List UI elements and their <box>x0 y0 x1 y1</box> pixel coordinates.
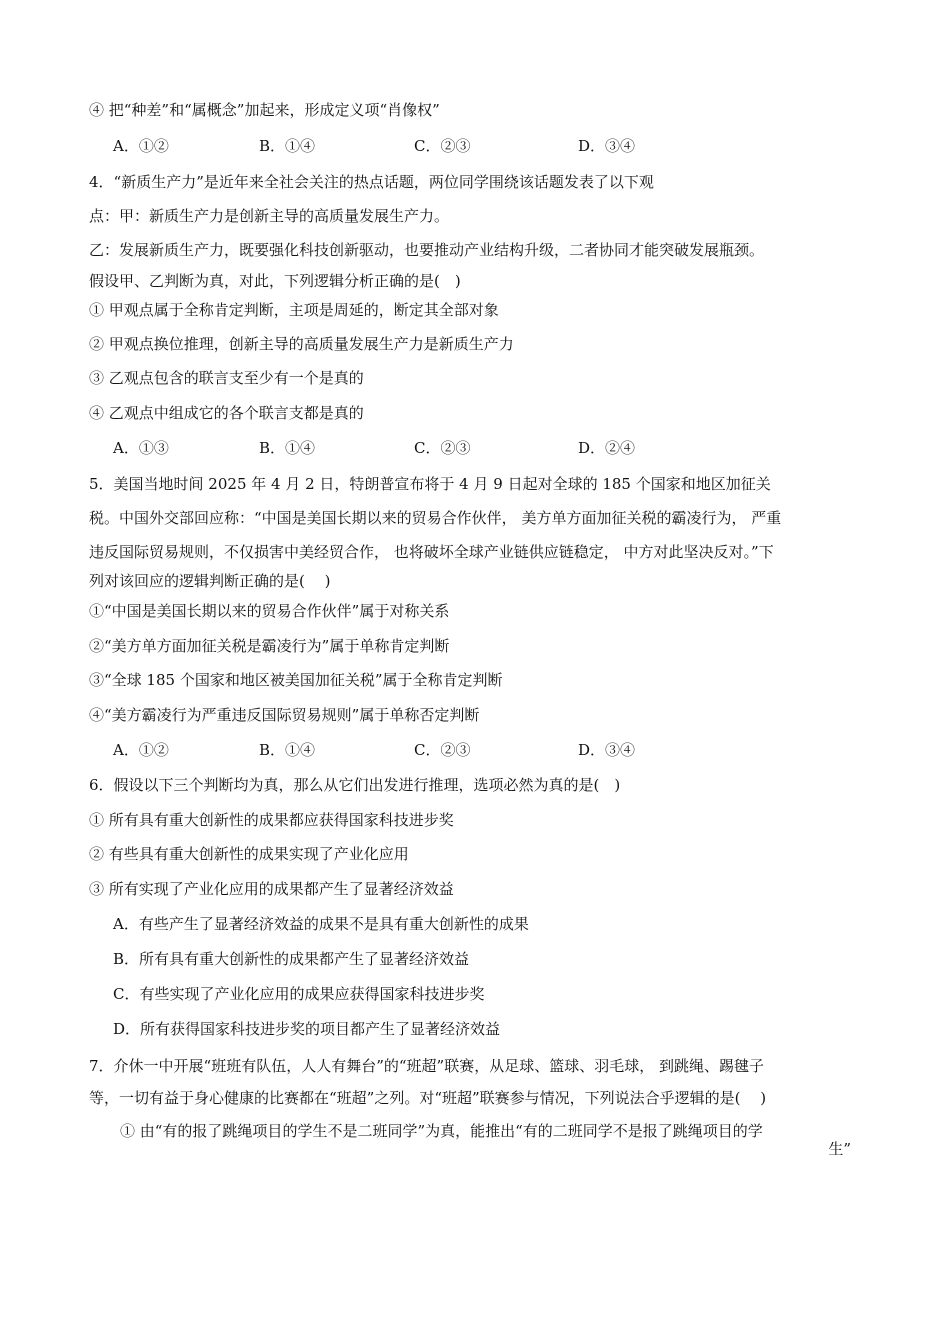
q6-item-1: ① 所有具有重大创新性的成果都应获得国家科技进步奖 <box>89 811 454 829</box>
q4-item-2: ② 甲观点换位推理，创新主导的高质量发展生产力是新质生产力 <box>89 335 514 353</box>
q4-option-d[interactable]: D．②④ <box>578 439 636 457</box>
q5-option-a[interactable]: A．①② <box>113 741 169 759</box>
q3-option-b[interactable]: B．①④ <box>259 137 316 155</box>
q6-option-d[interactable]: D．所有获得国家科技进步奖的项目都产生了显著经济效益 <box>113 1020 501 1038</box>
q4-item-4: ④ 乙观点中组成它的各个联言支都是真的 <box>89 404 364 422</box>
q6-item-3: ③ 所有实现了产业化应用的成果都产生了显著经济效益 <box>89 880 454 898</box>
q7-stem-line-1: 7．介休一中开展“班班有队伍，人人有舞台”的“班超”联赛，从足球、篮球、羽毛球， 到跳绳、踢毽子 <box>89 1057 764 1075</box>
q5-item-2: ②“美方单方面加征关税是霸凌行为”属于单称肯定判断 <box>89 637 450 655</box>
q3-options <box>113 136 713 156</box>
q7-item-1-line-2: 生” <box>828 1140 851 1158</box>
q5-stem-line-4: 列对该回应的逻辑判断正确的是( ) <box>89 572 331 590</box>
q4-stem-line-1: 4．“新质生产力”是近年来全社会关注的热点话题，两位同学围绕该话题发表了以下观 <box>89 173 654 191</box>
q4-item-1: ① 甲观点属于全称肯定判断，主项是周延的，断定其全部对象 <box>89 301 499 319</box>
q5-stem-line-2: 税。中国外交部回应称：“中国是美国长期以来的贸易合作伙伴， 美方单方面加征关税的霸凌行为， 严重 <box>89 509 782 527</box>
q6-stem: 6．假设以下三个判断均为真，那么从它们出发进行推理，选项必然为真的是( ) <box>89 776 621 794</box>
q3-option-c[interactable]: C．②③ <box>414 137 471 155</box>
q4-option-c[interactable]: C．②③ <box>414 439 471 457</box>
q3-option-a[interactable]: A．①② <box>113 137 169 155</box>
q5-options <box>113 740 713 760</box>
q6-option-a[interactable]: A．有些产生了显著经济效益的成果不是具有重大创新性的成果 <box>113 915 529 933</box>
q4-options <box>113 438 713 458</box>
q3-item-4: ④ 把“种差”和“属概念”加起来，形成定义项“肖像权” <box>89 101 440 119</box>
q5-option-d[interactable]: D．③④ <box>578 741 636 759</box>
q4-stem-line-3: 乙：发展新质生产力，既要强化科技创新驱动，也要推动产业结构升级，二者协同才能突破发展瓶颈。 <box>89 241 765 259</box>
q4-option-a[interactable]: A．①③ <box>113 439 169 457</box>
q5-item-3: ③“全球 185 个国家和地区被美国加征关税”属于全称肯定判断 <box>89 671 503 689</box>
q7-stem-line-2: 等，一切有益于身心健康的比赛都在“班超”之列。对“班超”联赛参与情况，下列说法合乎逻辑的是( ) <box>89 1089 767 1107</box>
q5-option-b[interactable]: B．①④ <box>259 741 316 759</box>
q6-option-b[interactable]: B．所有具有重大创新性的成果都产生了显著经济效益 <box>113 950 470 968</box>
q4-item-3: ③ 乙观点包含的联言支至少有一个是真的 <box>89 369 364 387</box>
q3-option-d[interactable]: D．③④ <box>578 137 636 155</box>
q5-item-1: ①“中国是美国长期以来的贸易合作伙伴”属于对称关系 <box>89 602 450 620</box>
q7-item-1-line-1: ① 由“有的报了跳绳项目的学生不是二班同学”为真，能推出“有的二班同学不是报了跳绳项目的学 <box>120 1122 763 1140</box>
q4-option-b[interactable]: B．①④ <box>259 439 316 457</box>
q5-item-4: ④“美方霸凌行为严重违反国际贸易规则”属于单称否定判断 <box>89 706 480 724</box>
q5-stem-line-3: 违反国际贸易规则，不仅损害中美经贸合作， 也将破坏全球产业链供应链稳定， 中方对此坚决反对。”下 <box>89 543 774 561</box>
q6-option-c[interactable]: C．有些实现了产业化应用的成果应获得国家科技进步奖 <box>113 985 485 1003</box>
q4-stem-line-2: 点：甲：新质生产力是创新主导的高质量发展生产力。 <box>89 207 450 225</box>
q5-stem-line-1: 5．美国当地时间 2025 年 4 月 2 日，特朗普宣布将于 4 月 9 日起对全球的 185 个国家和地区加征关 <box>89 475 771 493</box>
q4-stem-line-4: 假设甲、乙判断为真，对此，下列逻辑分析正确的是( ) <box>89 272 461 290</box>
q5-option-c[interactable]: C．②③ <box>414 741 471 759</box>
q6-item-2: ② 有些具有重大创新性的成果实现了产业化应用 <box>89 845 409 863</box>
